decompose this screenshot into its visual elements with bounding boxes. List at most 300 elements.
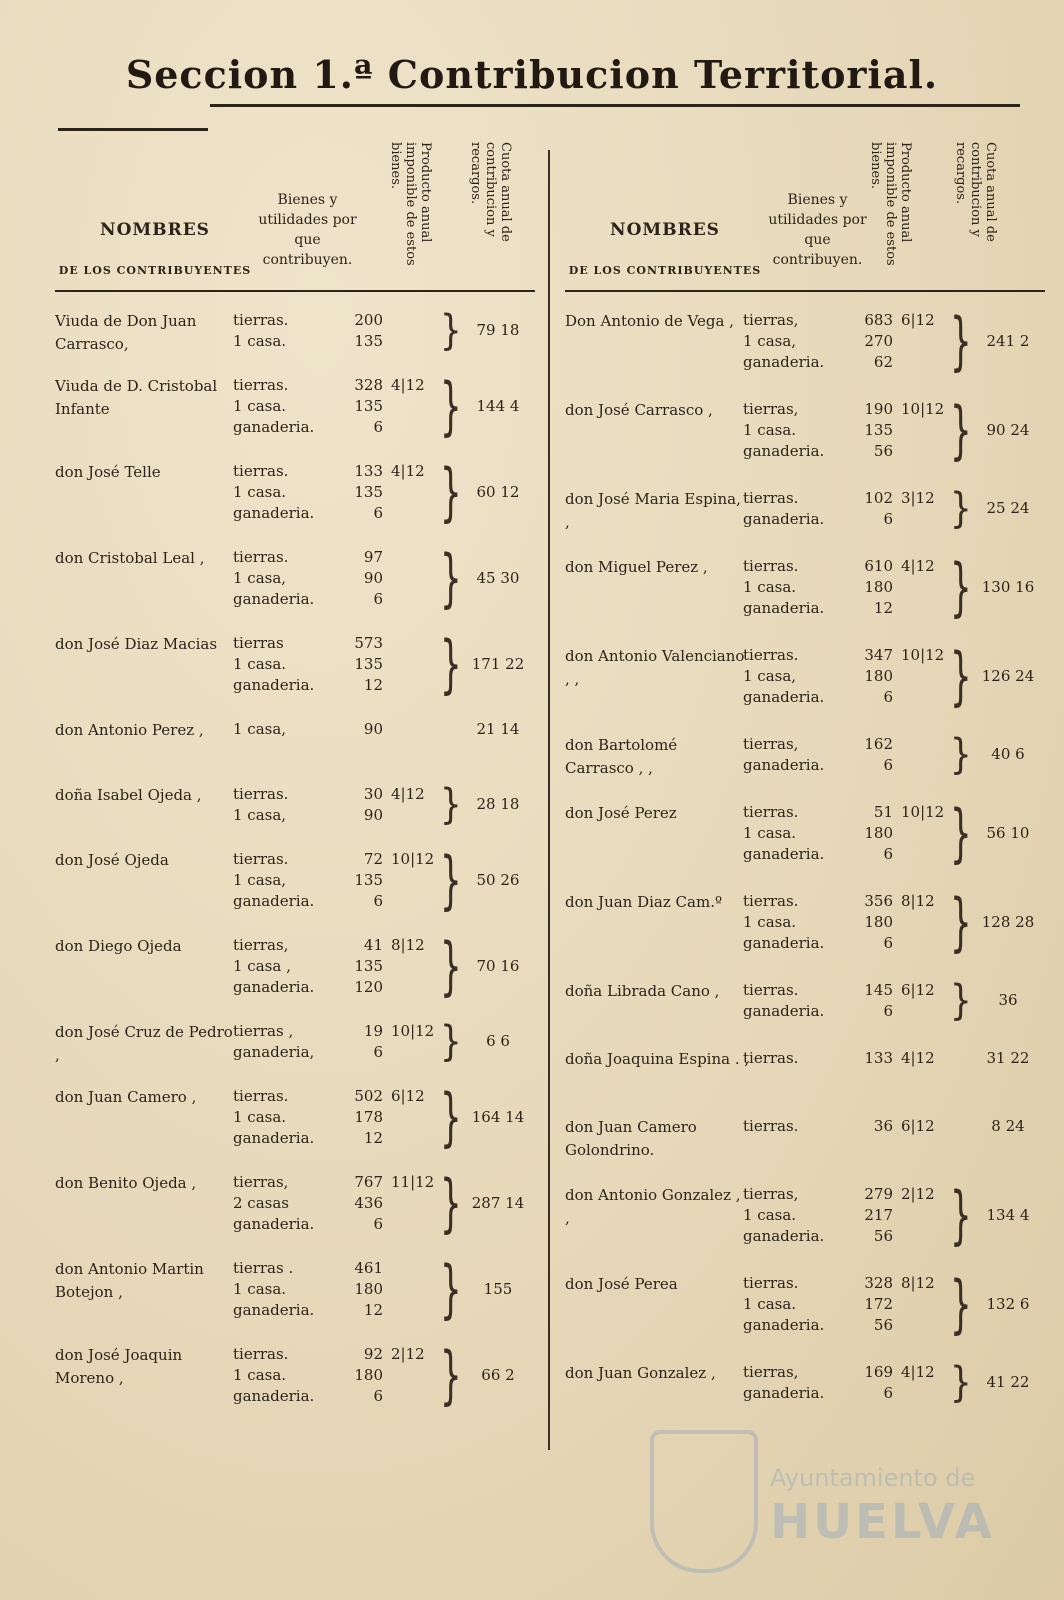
bien-valor: 41 [363,936,383,954]
contribuyente-name: don José Carrasco , [565,401,713,419]
cuota-value: 21 14 [476,719,520,738]
bien-valor: 328 [354,376,383,394]
right-header [565,140,1045,292]
contribuyente-entry [565,1358,1045,1430]
bien-item [233,1193,383,1214]
header-cuota: Cuota anual de contribucion y recargos. [953,142,998,242]
bien-valor: 6 [373,1387,383,1405]
bien-label: 1 casa. [743,1295,797,1313]
bien-label: ganaderia. [233,504,315,522]
bien-valor: 51 [873,803,893,821]
contribuyente-entry [55,1166,535,1258]
header-names-sub: DE LOS CONTRIBUYENTES [58,264,252,277]
bien-label: 1 casa. [233,1280,287,1298]
bien-item [743,823,893,844]
bien-fraccion: 6|12 [391,1087,425,1105]
brace-mark: } [440,1017,462,1067]
bien-label: 1 casa. [233,397,287,415]
bien-fraccion: 8|12 [901,892,935,910]
bien-valor: 62 [873,353,893,371]
contribuyente-name: don José Telle [55,463,161,481]
bien-label: tierras. [233,850,289,868]
contribuyente-entry [55,455,535,547]
bien-fraccion: 6|12 [901,1117,935,1135]
contribuyente-name: don Miguel Perez , [565,558,708,576]
bienes-list [233,784,425,826]
contribuyente-name: doña Librada Cano , [565,982,720,1000]
bien-label: ganaderia. [743,1227,825,1245]
title-rule-left [58,128,208,131]
contribuyente-entry [55,1338,535,1430]
contribuyente-name: don Juan Camero , [55,1088,197,1106]
bien-valor: 145 [864,981,893,999]
bien-valor: 6 [883,688,893,706]
brace-mark: } [950,796,972,871]
bienes-list [233,461,425,524]
contribuyente-name: Viuda de Don Juan Carrasco, [55,312,197,353]
cuota-value: 155 [483,1279,513,1298]
contribuyente-entry [565,550,1045,645]
brace-mark: } [950,550,972,625]
contribuyente-entry [55,719,535,784]
bien-fraccion: 6|12 [901,981,935,999]
cuota-value: 50 26 [476,870,520,889]
bienes-list [743,734,893,776]
brace-mark: } [440,541,462,616]
bien-valor: 135 [354,655,383,673]
bien-label: 1 casa. [233,332,287,350]
watermark-line1: Ayuntamiento de [770,1464,976,1492]
header-producto: Producto anual imponible de estos bienes. [868,142,913,266]
bienes-list [233,633,383,696]
bien-valor: 270 [864,332,893,350]
bienes-list [233,310,383,352]
bien-valor: 200 [354,311,383,329]
bien-item [743,1001,893,1022]
bien-item [233,547,383,568]
cuota-value: 8 24 [991,1116,1025,1135]
bien-item [743,844,893,865]
brace-mark: } [440,929,462,1004]
bien-label: tierras. [233,462,289,480]
bien-item [233,1344,425,1365]
cuota-value: 25 24 [986,499,1030,517]
bien-item [233,331,383,352]
bien-item [743,1315,893,1336]
bien-label: ganaderia. [743,353,825,371]
contribuyente-entry [55,627,535,719]
contribuyente-name: don Cristobal Leal , [55,549,205,567]
bien-valor: 6 [373,1043,383,1061]
contribuyente-name: Don Antonio de Vega , [565,312,734,330]
bien-valor: 6 [373,590,383,608]
bien-item [743,734,893,755]
bien-item [233,977,383,998]
bienes-list [233,1344,425,1407]
brace-mark: } [950,1178,972,1253]
bien-item [743,1184,935,1205]
bien-fraccion: 6|12 [901,311,935,329]
bien-item [743,645,945,666]
bien-item [233,891,383,912]
bien-item [233,675,383,696]
watermark-line2: HUELVA [770,1494,995,1550]
bien-valor: 180 [354,1280,383,1298]
bien-item [743,1273,935,1294]
contribuyente-name: don Juan Diaz Cam.º [565,893,723,911]
bien-fraccion: 10|12 [901,400,945,418]
bien-item [233,482,383,503]
cuota-value: 56 10 [986,823,1030,842]
brace-mark: } [950,484,972,534]
brace-mark: } [950,730,972,780]
bien-label: 1 casa. [233,1366,287,1384]
contribuyente-entry [565,1178,1045,1273]
bien-valor: 180 [864,667,893,685]
bien-item [233,956,383,977]
right-column [565,140,1045,1430]
bien-item [743,441,893,462]
bien-item [743,399,945,420]
bien-label: tierras, [743,1185,799,1203]
bien-label: ganaderia. [743,1316,825,1334]
contribuyente-name: doña Joaquina Espina . , [565,1050,750,1068]
bien-label: 1 casa, [743,667,797,685]
bien-label: tierras, [233,936,289,954]
bien-item [233,935,425,956]
bien-label: ganaderia. [743,599,825,617]
bien-label: 1 casa, [233,806,287,824]
bien-label: ganaderia. [233,418,315,436]
bien-fraccion: 10|12 [901,646,945,664]
bien-valor: 135 [354,483,383,501]
bien-label: 1 casa, [233,871,287,889]
contribuyente-entry [55,780,535,849]
contribuyente-entry [55,929,535,1021]
bien-valor: 120 [354,978,383,996]
bien-item [743,1226,893,1247]
bien-valor: 502 [354,1087,383,1105]
bien-item [233,633,383,654]
bien-item [233,1172,435,1193]
bien-valor: 97 [363,548,383,566]
column-divider [548,150,550,1450]
cuota-value: 36 [998,991,1018,1009]
cuota-value: 287 14 [471,1193,525,1212]
bien-valor: 135 [354,957,383,975]
bienes-list [233,935,425,998]
contribuyente-name: don José Perea [565,1275,678,1293]
bien-valor: 6 [883,1384,893,1402]
bienes-list [743,556,935,619]
bienes-list [743,980,935,1022]
bien-fraccion: 4|12 [391,376,425,394]
bien-item [233,589,383,610]
bien-valor: 180 [354,1366,383,1384]
bien-item [743,331,893,352]
bien-valor: 328 [864,1274,893,1292]
bienes-list [233,1172,435,1235]
bien-item [233,1386,383,1407]
bien-item [743,310,935,331]
brace-mark: } [440,843,462,918]
bienes-list [743,802,945,865]
bien-valor: 133 [354,462,383,480]
bien-valor: 172 [864,1295,893,1313]
bien-item [743,488,935,509]
bien-label: ganaderia. [233,978,315,996]
contribuyente-entry [55,541,535,633]
bien-item [233,1021,435,1042]
bien-valor: 347 [864,646,893,664]
contribuyente-entry [55,369,535,461]
bien-label: 1 casa , [233,957,291,975]
contribuyente-entry [55,1017,535,1086]
bien-label: ganaderia. [233,1387,315,1405]
bien-valor: 30 [363,785,383,803]
bienes-list [233,547,383,610]
bien-valor: 56 [873,442,893,460]
bien-label: 2 casas [233,1194,289,1212]
bien-valor: 6 [883,756,893,774]
bien-label: tierras. [743,1117,799,1135]
bien-item [233,1107,383,1128]
contribuyente-name: don Antonio Valenciano , , [565,647,745,688]
bien-label: ganaderia. [743,934,825,952]
contribuyente-name: don Antonio Martin Botejon , [55,1260,204,1301]
bienes-list [743,399,945,462]
contribuyente-name: don José Ojeda [55,851,169,869]
contribuyente-name: don José Perez [565,804,677,822]
cuota-value: 40 6 [991,745,1025,763]
bien-item [233,1042,383,1063]
bienes-list [743,891,935,954]
bien-label: 1 casa. [233,1108,287,1126]
bien-valor: 90 [363,569,383,587]
bien-item [233,375,425,396]
bien-valor: 12 [363,1129,383,1147]
contribuyente-name: don Juan Gonzalez , [565,1364,716,1382]
bien-label: 1 casa, [233,720,287,738]
bien-label: ganaderia. [233,1215,315,1233]
brace-mark: } [950,1267,972,1342]
contribuyente-entry [565,885,1045,980]
cuota-value: 132 6 [986,1294,1030,1313]
bien-valor: 573 [354,634,383,652]
bien-valor: 190 [864,400,893,418]
bien-label: 1 casa, [743,332,797,350]
cuota-value: 90 24 [986,420,1030,439]
bien-fraccion: 10|12 [901,803,945,821]
bien-valor: 90 [363,720,383,738]
brace-mark: } [440,1252,462,1327]
bien-item [233,784,425,805]
bienes-list [233,1086,425,1149]
bien-item [743,577,893,598]
bien-valor: 12 [363,1301,383,1319]
contribuyente-entry [565,796,1045,891]
header-bienes: Bienes y utilidades por que contribuyen. [768,192,867,268]
bien-item [743,687,893,708]
brace-mark: } [440,369,462,444]
bien-fraccion: 4|12 [901,557,935,575]
bien-label: tierras. [743,892,799,910]
bien-label: 1 casa. [743,421,797,439]
bien-valor: 102 [864,489,893,507]
bien-label: tierras. [233,376,289,394]
bien-item [743,1205,893,1226]
bien-valor: 6 [373,504,383,522]
header-names: NOMBRES [100,220,210,240]
bien-label: ganaderia. [743,1002,825,1020]
bien-valor: 169 [864,1363,893,1381]
cuota-value: 66 2 [481,1365,515,1384]
bien-valor: 683 [864,311,893,329]
brace-mark: } [440,1166,462,1241]
bienes-list [743,1273,935,1336]
bien-valor: 6 [373,892,383,910]
bien-valor: 135 [354,397,383,415]
bien-valor: 12 [873,599,893,617]
bienes-list [233,849,435,912]
watermark [640,1430,1020,1580]
bien-valor: 135 [354,871,383,889]
contribuyente-entry [565,639,1045,734]
contribuyente-name: Viuda de D. Cristobal Infante [55,377,218,418]
bien-label: ganaderia. [233,1129,315,1147]
bien-item [233,1279,383,1300]
bienes-list [743,1184,935,1247]
bien-item [233,1128,383,1149]
bien-item [233,568,383,589]
bien-item [233,1300,383,1321]
contribuyente-name: don José Diaz Macias [55,635,218,653]
bien-label: ganaderia. [233,892,315,910]
bien-label: tierras , [233,1022,294,1040]
bien-valor: 6 [883,934,893,952]
bien-valor: 6 [883,510,893,528]
bien-label: tierras. [743,489,799,507]
bien-label: 1 casa. [743,824,797,842]
bien-item [233,503,383,524]
shield-icon [650,1430,758,1573]
cuota-value: 128 28 [981,912,1035,931]
bien-label: ganaderia. [743,845,825,863]
bien-item [743,1116,935,1137]
bien-valor: 279 [864,1185,893,1203]
bien-item [233,1258,383,1279]
cuota-value: 79 18 [476,321,520,339]
contribuyente-entry [55,306,535,375]
bienes-list [233,375,425,438]
contribuyente-entry [565,393,1045,488]
header-names: NOMBRES [610,220,720,240]
contribuyente-name: doña Isabel Ojeda , [55,786,202,804]
bien-label: ganaderia. [233,1301,315,1319]
brace-mark: } [950,976,972,1026]
bien-item [233,654,383,675]
bienes-list [233,1258,383,1321]
bien-fraccion: 8|12 [901,1274,935,1292]
left-entries [55,292,535,1430]
bien-fraccion: 4|12 [901,1049,935,1067]
bien-item [233,461,425,482]
contribuyente-entry [565,730,1045,802]
contribuyente-entry [565,304,1045,399]
bien-valor: 180 [864,824,893,842]
bien-item [233,310,383,331]
bien-label: tierras. [233,1087,289,1105]
bienes-list [743,645,945,708]
bien-fraccion: 10|12 [391,850,435,868]
bien-valor: 133 [864,1049,893,1067]
brace-mark: } [950,1358,972,1408]
cuota-value: 6 6 [486,1032,510,1050]
bien-label: ganaderia. [743,1384,825,1402]
bienes-list [743,1362,935,1404]
bien-label: tierras. [743,981,799,999]
bien-item [233,1086,425,1107]
bien-label: 1 casa, [233,569,287,587]
contribuyente-name: don José Cruz de Pedro , [55,1023,233,1064]
bien-valor: 56 [873,1227,893,1245]
cuota-value: 45 30 [476,568,520,587]
brace-mark: } [440,306,462,356]
header-names-sub: DE LOS CONTRIBUYENTES [568,264,762,277]
bien-item [743,933,893,954]
bien-label: ganaderia. [233,676,315,694]
right-entries [565,292,1045,1430]
cuota-value: 134 4 [986,1205,1030,1224]
contribuyente-entry [565,484,1045,556]
brace-mark: } [440,1338,462,1413]
bien-valor: 92 [363,1345,383,1363]
contribuyente-entry [565,976,1045,1048]
brace-mark: } [440,780,462,830]
bien-label: tierras, [743,400,799,418]
contribuyente-name: don José Joaquin Moreno , [55,1346,183,1387]
brace-mark: } [440,455,462,530]
bien-label: ganaderia. [743,688,825,706]
bienes-list [233,1021,435,1063]
bien-label: ganaderia, [233,1043,315,1061]
cuota-value: 60 12 [476,482,520,501]
bien-label: tierras. [233,548,289,566]
bien-item [743,755,893,776]
page-title: Seccion 1.ª Contribucion Territorial. [125,52,939,97]
bien-valor: 12 [363,676,383,694]
bien-valor: 6 [373,418,383,436]
cuota-value: 41 22 [986,1373,1030,1391]
bien-item [233,870,383,891]
brace-mark: } [950,639,972,714]
bien-fraccion: 11|12 [391,1173,435,1191]
bien-item [743,980,935,1001]
contribuyente-name: don Diego Ojeda [55,937,182,955]
cuota-value: 241 2 [986,331,1030,350]
contribuyente-name: don José Maria Espina, , [565,490,741,531]
brace-mark: } [440,1080,462,1155]
cuota-value: 130 16 [981,577,1035,596]
brace-mark: } [440,627,462,702]
bien-fraccion: 3|12 [901,489,935,507]
bien-label: 1 casa. [743,1206,797,1224]
bien-item [233,805,383,826]
contribuyente-name: don Bartolomé Carrasco , , [565,736,678,777]
cuota-value: 171 22 [471,654,525,673]
title-rule-right [210,104,1020,107]
bien-label: tierras, [743,311,799,329]
